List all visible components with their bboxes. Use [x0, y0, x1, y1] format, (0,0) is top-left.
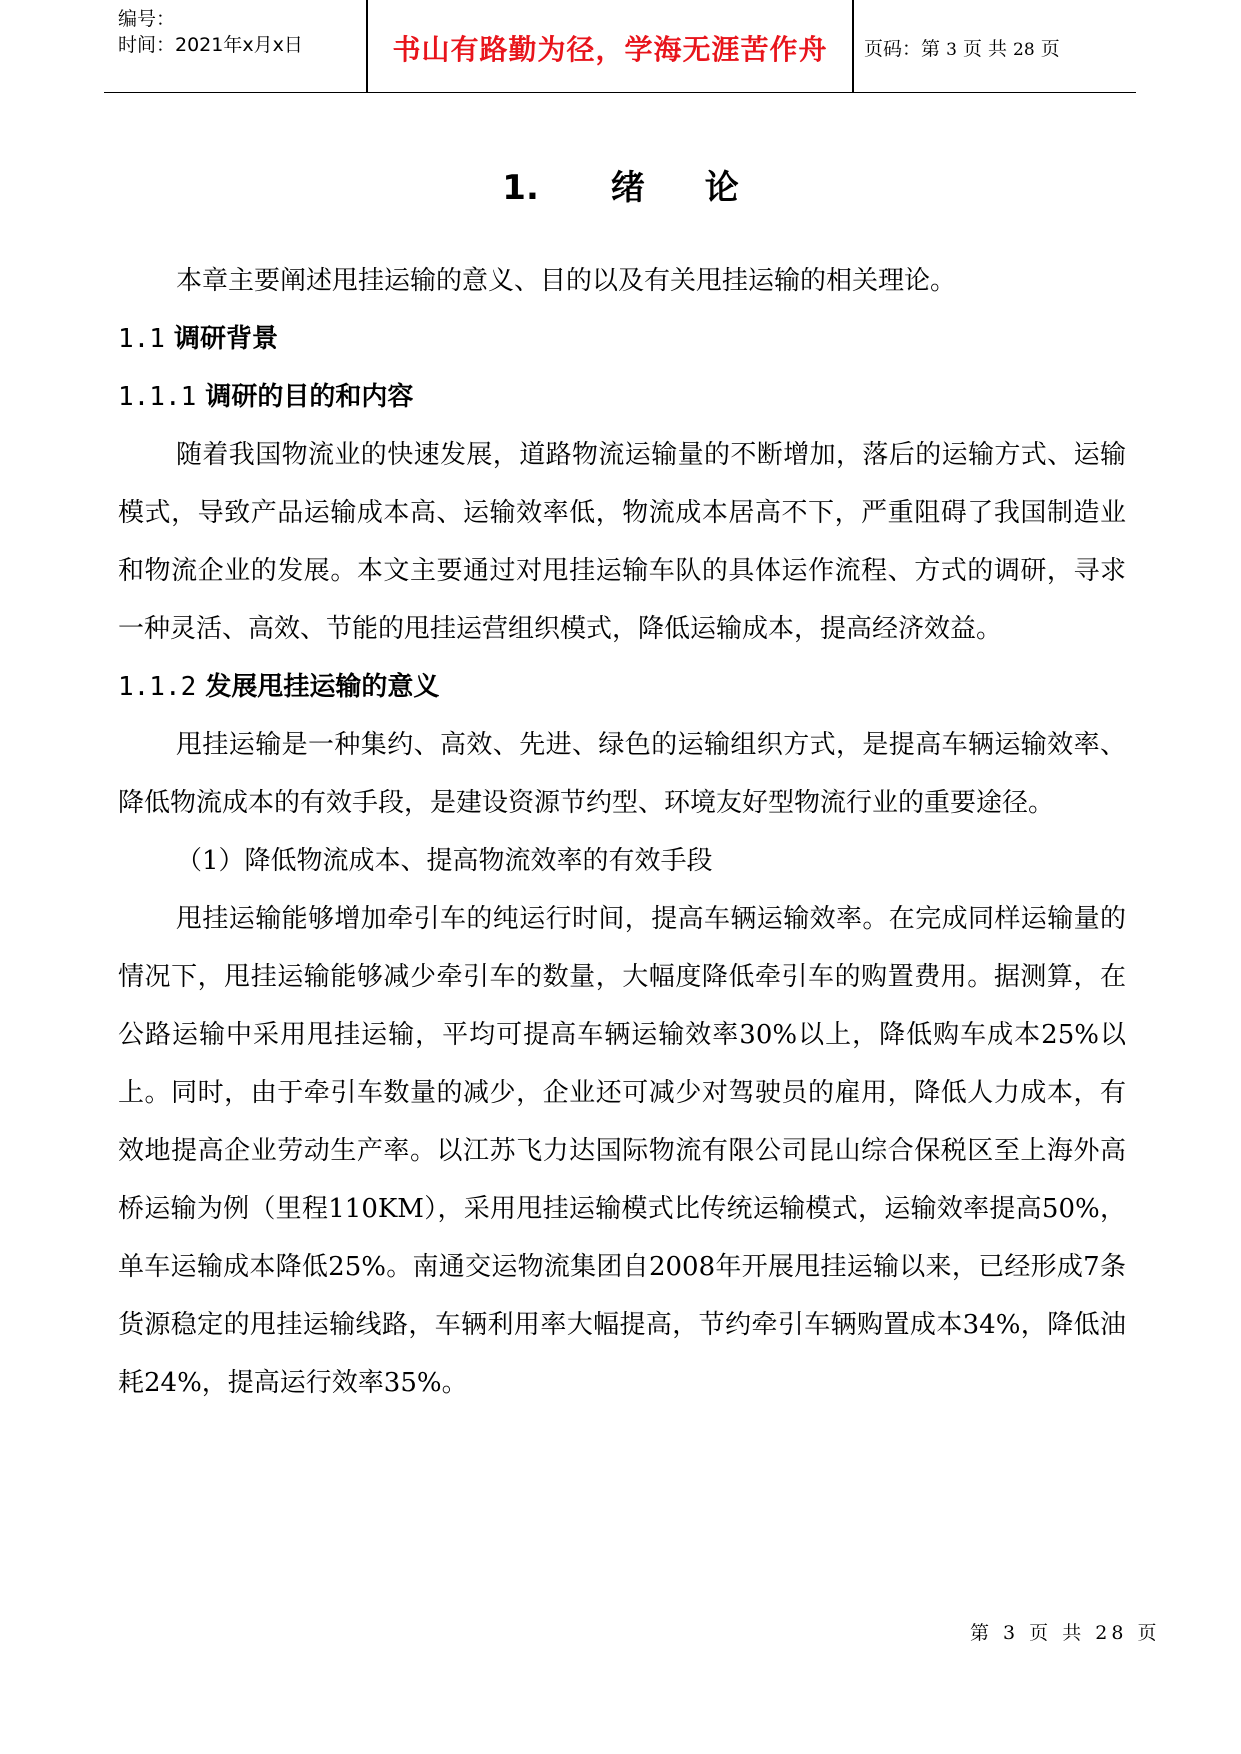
chapter-title: [0, 160, 1241, 209]
paragraph-purpose: 随着我国物流业的快速发展，道路物流运输量的不断增加，落后的运输方式、运输模式，导致产品运输成本高、运输效率低，物流成本居高不下，严重阻碍了我国制造业和物流企业的发展。本文主要通过对甩挂运输车队的具体运作流程、方式的调研，寻求一种灵活、高效、节能的甩挂运营组织模式，降低运输成本，提高经济效益。: [118, 440, 1126, 644]
chapter-title-word2: 论: [704, 168, 739, 208]
intro-paragraph: 本章主要阐述甩挂运输的意义、目的以及有关甩挂运输的相关理论。: [176, 266, 957, 296]
document-body: [118, 252, 1126, 1412]
header-number-label: 编号：: [118, 8, 176, 30]
section-title: 调研背景: [174, 324, 279, 354]
header-page-indicator: [864, 34, 1060, 61]
chapter-number: 1.: [502, 168, 539, 208]
header-page-total: 28: [1013, 40, 1035, 60]
page-header: [104, 0, 1136, 93]
list-item-1: （1）降低物流成本、提高物流效率的有效手段: [176, 846, 713, 876]
header-meta: [118, 6, 303, 58]
chapter-title-word1: 绪: [610, 168, 645, 208]
section-heading-1-1-2: [118, 658, 1126, 716]
header-motto: 书山有路勤为径，学海无涯苦作舟: [392, 33, 828, 66]
page-footer: 第 3 页 共 28 页: [970, 1622, 1161, 1644]
header-page-prefix: 页码：第: [864, 38, 941, 60]
section-number: 1.1: [118, 324, 165, 354]
section-title: 调研的目的和内容: [205, 382, 414, 412]
section-number: 1.1.1: [118, 382, 197, 412]
section-heading-1-1: [118, 310, 1126, 368]
paragraph-significance: 甩挂运输是一种集约、高效、先进、绿色的运输组织方式，是提高车辆运输效率、降低物流成本的有效手段，是建设资源节约型、环境友好型物流行业的重要途径。: [118, 730, 1126, 818]
header-page-suffix: 页: [1040, 38, 1060, 60]
header-divider-right: [852, 0, 854, 92]
header-time-label: 时间：2021年x月x日: [118, 34, 303, 56]
section-number: 1.1.2: [118, 672, 197, 702]
header-page-mid: 页 共: [962, 38, 1007, 60]
section-title: 发展甩挂运输的意义: [205, 672, 440, 702]
paragraph-cost-efficiency: 甩挂运输能够增加牵引车的纯运行时间，提高车辆运输效率。在完成同样运输量的情况下，甩挂运输能够减少牵引车的数量，大幅度降低牵引车的购置费用。据测算，在公路运输中采用甩挂运输，平均可提高车辆运输效率30%以上，降低购车成本25%以上。同时，由于牵引车数量的减少，企业还可减少对驾驶员的雇用，降低人力成本，有效地提高企业劳动生产率。以江苏飞力达国际物流有限公司昆山综合保税区至上海外高桥运输为例（里程110KM），采用甩挂运输模式比传统运输模式，运输效率提高50%，单车运输成本降低25%。南通交运物流集团自2008年开展甩挂运输以来，已经形成7条货源稳定的甩挂运输线路，车辆利用率大幅提高，节约牵引车辆购置成本34%，降低油耗24%，提高运行效率35%。: [118, 904, 1126, 1398]
header-page-current: 3: [946, 40, 957, 60]
section-heading-1-1-1: [118, 368, 1126, 426]
